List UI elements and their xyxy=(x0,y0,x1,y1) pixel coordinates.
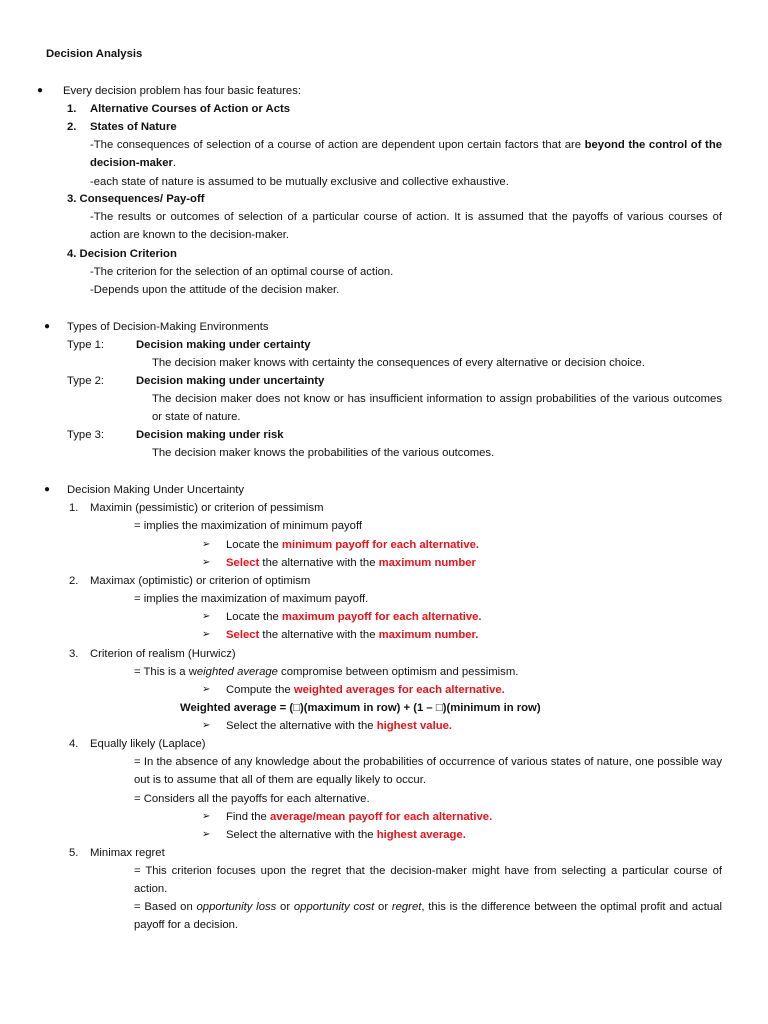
feature-description: -The criterion for the selection of an optimal course of action. xyxy=(90,266,394,278)
type-label: Type 2: xyxy=(67,375,105,387)
criterion-title: Maximin (pessimistic) or criterion of pessimism xyxy=(90,502,324,514)
criterion-number: 3. xyxy=(69,648,79,660)
criterion-number: 1. xyxy=(69,502,79,514)
type-description: The decision maker knows with certainty the consequences of every alternative or decision choice. xyxy=(152,357,645,369)
criterion-step: Select the alternative with the maximum number. xyxy=(226,629,479,641)
alpha-symbol-icon: □ xyxy=(293,702,300,714)
type-description: The decision maker does not know or has insufficient information to assign probabilities of the various outcomes or state of nature. xyxy=(152,393,722,423)
criterion-definition: = Considers all the payoffs for each alternative. xyxy=(134,793,370,805)
feature-description: -The results or outcomes of selection of a particular course of action. It is assumed that the payoffs of various courses of action are known to the decision-maker. xyxy=(90,211,722,241)
arrow-bullet-icon: ➢ xyxy=(202,684,211,695)
criterion-number: 5. xyxy=(69,847,79,859)
criterion-step: Locate the minimum payoff for each alternative. xyxy=(226,539,480,551)
type-title: Decision making under certainty xyxy=(136,339,311,351)
feature-description: -The consequences of selection of a course of action are dependent upon certain factors that are beyond the control of the decision-maker. xyxy=(90,139,723,169)
feature-description: -each state of nature is assumed to be mutually exclusive and collective exhaustive. xyxy=(90,176,509,188)
arrow-bullet-icon: ➢ xyxy=(202,611,211,622)
type-label: Type 1: xyxy=(67,339,105,351)
criterion-definition: = This is a weighted average compromise between optimism and pessimism. xyxy=(134,666,519,678)
criterion-title: Maximax (optimistic) or criterion of optimism xyxy=(90,575,311,587)
weighted-average-formula: Weighted average = (□)(maximum in row) + (1 – □)(minimum in row) xyxy=(180,702,541,714)
bullet-icon: ● xyxy=(44,321,51,332)
criterion-title: Minimax regret xyxy=(90,847,165,859)
criterion-definition: = implies the maximization of maximum payoff. xyxy=(134,593,369,605)
feature-title: 4. Decision Criterion xyxy=(67,248,177,260)
section-intro: Decision Making Under Uncertainty xyxy=(67,484,245,496)
criterion-step: Select the alternative with the highest average. xyxy=(226,829,466,841)
criterion-number: 4. xyxy=(69,738,79,750)
arrow-bullet-icon: ➢ xyxy=(202,811,211,822)
section-intro: Every decision problem has four basic features: xyxy=(63,85,301,97)
feature-title: States of Nature xyxy=(90,121,177,133)
document-title: Decision Analysis xyxy=(46,48,143,60)
criterion-definition: = Based on opportunity loss or opportunity cost or regret, this is the difference between the optimal profit and actual payoff for a decision. xyxy=(134,901,722,931)
arrow-bullet-icon: ➢ xyxy=(202,720,211,731)
section-intro: Types of Decision-Making Environments xyxy=(67,321,269,333)
criterion-step: Select the alternative with the maximum number xyxy=(226,557,476,569)
alpha-symbol-icon: □ xyxy=(435,702,443,714)
type-title: Decision making under uncertainty xyxy=(136,375,325,387)
feature-number: 1. xyxy=(67,103,77,115)
criterion-step: Locate the maximum payoff for each alternative. xyxy=(226,611,482,623)
criterion-number: 2. xyxy=(69,575,79,587)
criterion-definition: = This criterion focuses upon the regret that the decision-maker might have from selecting a particular course of action. xyxy=(134,865,722,895)
feature-title: 3. Consequences/ Pay-off xyxy=(67,193,205,205)
criterion-title: Equally likely (Laplace) xyxy=(90,738,206,750)
arrow-bullet-icon: ➢ xyxy=(202,629,211,640)
type-label: Type 3: xyxy=(67,429,105,441)
criterion-step: Find the average/mean payoff for each alternative. xyxy=(226,811,493,823)
bullet-icon: ● xyxy=(37,85,44,96)
criterion-title: Criterion of realism (Hurwicz) xyxy=(90,648,236,660)
type-description: The decision maker knows the probabilities of the various outcomes. xyxy=(152,447,495,459)
feature-description: -Depends upon the attitude of the decision maker. xyxy=(90,284,340,296)
feature-number: 2. xyxy=(67,121,77,133)
feature-title: Alternative Courses of Action or Acts xyxy=(90,103,291,115)
arrow-bullet-icon: ➢ xyxy=(202,829,211,840)
criterion-step: Compute the weighted averages for each alternative. xyxy=(226,684,505,696)
arrow-bullet-icon: ➢ xyxy=(202,557,211,568)
criterion-definition: = In the absence of any knowledge about the probabilities of occurrence of various states of nature, one possible way out is to assume that all of them are equally likely to occur. xyxy=(134,756,722,786)
arrow-bullet-icon: ➢ xyxy=(202,539,211,550)
criterion-definition: = implies the maximization of minimum payoff xyxy=(134,520,363,532)
criterion-step: Select the alternative with the highest value. xyxy=(226,720,453,732)
type-title: Decision making under risk xyxy=(136,429,284,441)
bullet-icon: ● xyxy=(44,484,51,495)
